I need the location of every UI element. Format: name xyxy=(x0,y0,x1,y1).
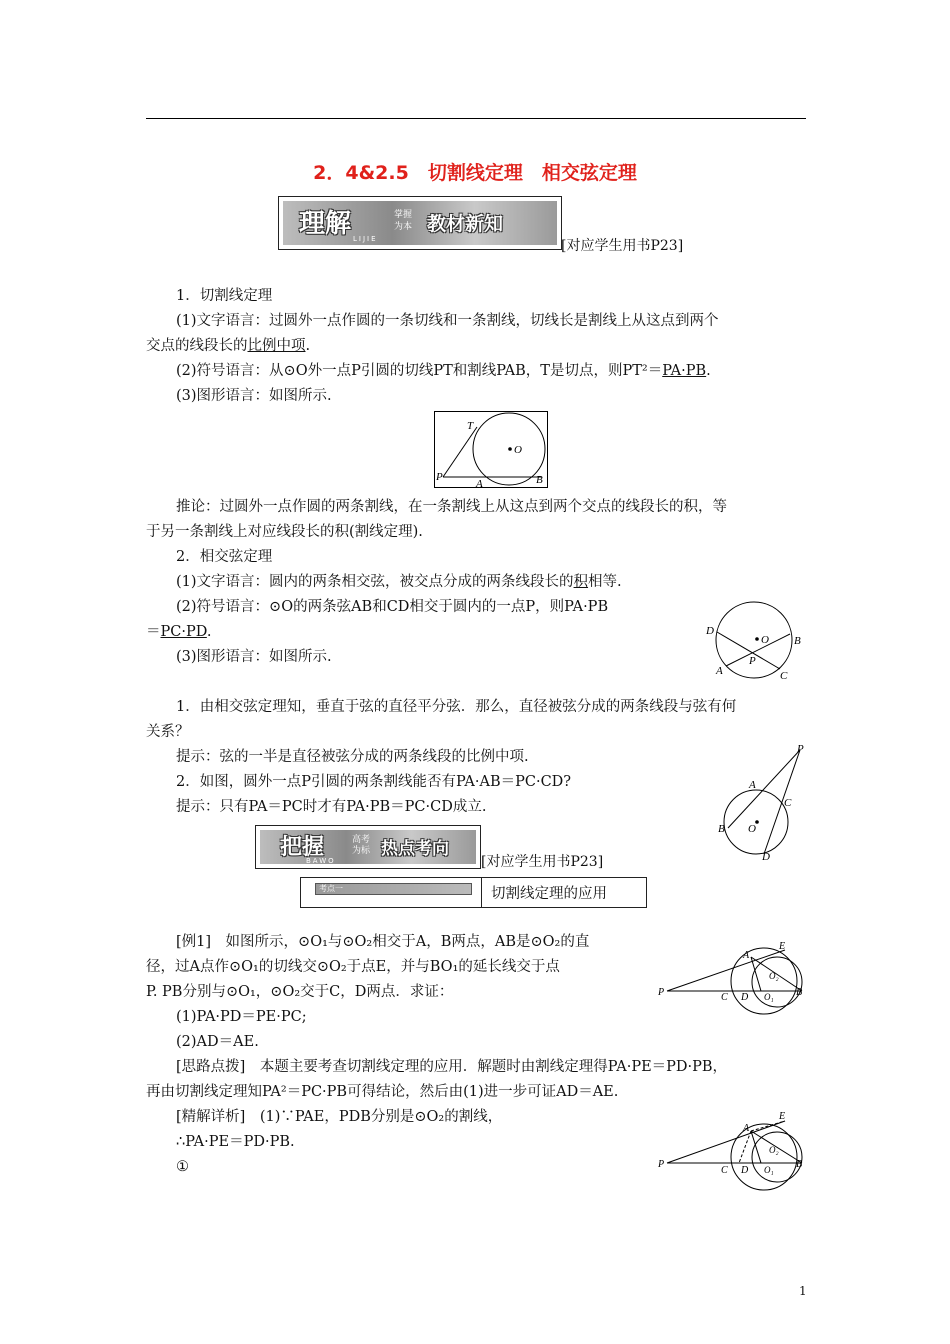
example-line-3: P. PB分别与⊙O₁，⊙O₂交于C，D两点．求证： xyxy=(146,984,454,1000)
question-1b: 关系？ xyxy=(146,724,190,740)
example-line-2: 径，过A点作⊙O₁的切线交⊙O₂于点E，并与BO₁的延长线交于点 xyxy=(146,959,560,975)
top-rule xyxy=(146,118,806,119)
example-claim-1: (1)PA·PD＝PE·PC; xyxy=(176,1009,307,1025)
label-B: B xyxy=(536,474,543,486)
label-P: P xyxy=(797,743,804,755)
question-2: 2．如图，圆外一点P引圆的两条割线能否有PA·AB＝PC·CD? xyxy=(176,774,572,790)
label-A: A xyxy=(743,1123,750,1134)
section-banner-lijie xyxy=(278,196,562,250)
example-line-1: [例1] 如图所示，⊙O₁与⊙O₂相交于A，B两点，AB是⊙O₂的直 xyxy=(176,934,590,950)
label-D: D xyxy=(741,992,749,1003)
banner2-small-1: 高考 xyxy=(352,835,371,845)
banner2-word-2: 热点考向 xyxy=(381,839,449,859)
label-O1: O₁ xyxy=(764,1165,774,1175)
banner2-small-2: 为标 xyxy=(352,846,371,856)
label-E: E xyxy=(779,1111,786,1122)
label-A: A xyxy=(749,779,756,791)
ref-student-book-1: [对应学生用书P23] xyxy=(561,238,684,254)
solution-line-3: ① xyxy=(176,1159,189,1175)
label-D: D xyxy=(762,851,770,860)
answer-blank-1: 比例中项 xyxy=(247,338,306,354)
answer-2: 提示：只有PA＝PC时才有PA·PB＝PC·CD成立. xyxy=(176,799,487,815)
label-D: D xyxy=(706,625,714,637)
sec2-symbol-b-post: . xyxy=(206,624,212,640)
answer-1: 提示：弦的一半是直径被弦分成的两条线段的比例中项. xyxy=(176,749,529,765)
label-C: C xyxy=(721,1165,728,1176)
label-O2: O₂ xyxy=(769,971,779,981)
page-number: 1 xyxy=(799,1284,807,1298)
sec1-text-lang-b-pre: 交点的线段长的 xyxy=(146,338,248,354)
label-B: B xyxy=(794,635,801,647)
label-P: P xyxy=(658,987,665,998)
banner-word-1: 理解 xyxy=(299,209,352,239)
sec2-symbol-a: (2)符号语言：⊙O的两条弦AB和CD相交于圆内的一点P，则PA·PB xyxy=(176,599,609,615)
label-P: P xyxy=(658,1159,665,1170)
label-B: B xyxy=(796,987,803,998)
label-C: C xyxy=(780,670,788,682)
banner-pinyin: LIJIE xyxy=(353,235,378,243)
topic-box xyxy=(300,877,647,908)
banner-small-1: 掌握 xyxy=(394,210,413,220)
figure-solution xyxy=(655,1107,810,1195)
sec1-text-lang-a: (1)文字语言：过圆外一点作圆的一条切线和一条割线，切线长是割线上从这点到两个 xyxy=(176,313,719,329)
question-1a: 1．由相交弦定理知，垂直于弦的直径平分弦．那么，直径被弦分成的两条线段与弦有何 xyxy=(176,699,737,715)
topic-tag-label: 考点一 xyxy=(319,884,343,893)
label-O: O xyxy=(514,444,522,456)
hint-b: 再由切割线定理知PA²＝PC·PB可得结论，然后由(1)进一步可证AD＝AE. xyxy=(146,1084,619,1100)
corollary-a: 推论：过圆外一点作圆的两条割线，在一条割线上从这点到两个交点的线段长的积，等 xyxy=(176,499,727,515)
sec2-symbol-b-pre: ＝ xyxy=(146,624,161,640)
figure-tangent-secant xyxy=(434,411,548,488)
label-O: O xyxy=(748,823,756,835)
label-E: E xyxy=(779,941,786,952)
sec2-figure-lang: (3)图形语言：如图所示. xyxy=(176,649,332,665)
label-P: P xyxy=(436,471,443,483)
sec2-heading: 2．相交弦定理 xyxy=(176,549,273,565)
figure-two-secants xyxy=(712,740,812,860)
sec1-symbol-pre: (2)符号语言：从⊙O外一点P引圆的切线PT和割线PAB，T是切点，则PT²＝ xyxy=(176,363,663,379)
label-O: O xyxy=(761,634,769,646)
section-banner-bawo xyxy=(255,825,481,869)
topic-label: 切割线定理的应用 xyxy=(491,886,607,902)
solution-line-2: ∴PA·PE＝PD·PB. xyxy=(176,1134,295,1150)
sec2-text-post: 相等. xyxy=(588,574,622,590)
label-B: B xyxy=(796,1159,803,1170)
answer-blank-3: 积 xyxy=(573,574,589,590)
banner-small-2: 为本 xyxy=(394,222,413,232)
banner2-pinyin: BAWO xyxy=(306,857,336,865)
sec2-text-pre: (1)文字语言：圆内的两条相交弦，被交点分成的两条线段长的 xyxy=(176,574,574,590)
label-O1: O₁ xyxy=(764,992,774,1002)
label-A: A xyxy=(476,478,483,488)
label-T: T xyxy=(467,420,474,432)
page-title: 2．4&2.5 切割线定理 相交弦定理 xyxy=(313,162,637,184)
label-P: P xyxy=(749,655,756,667)
topic-tag xyxy=(315,883,472,895)
answer-blank-2: PA·PB xyxy=(662,363,707,379)
example-claim-2: (2)AD＝AE. xyxy=(176,1034,259,1050)
label-C: C xyxy=(784,797,792,809)
banner2-word-1: 把握 xyxy=(280,835,325,860)
sec2-text-lang xyxy=(146,570,806,594)
corollary-b: 于另一条割线上对应线段长的积(割线定理). xyxy=(146,524,423,540)
label-A: A xyxy=(743,950,750,961)
label-D: D xyxy=(741,1165,749,1176)
sec1-heading: 1．切割线定理 xyxy=(176,288,273,304)
sec1-text-lang-b xyxy=(146,334,806,358)
banner-word-2: 教材新知 xyxy=(427,213,504,235)
answer-blank-4: PC·PD xyxy=(160,624,207,640)
sec1-text-lang-b-post: . xyxy=(305,338,311,354)
label-A: A xyxy=(716,665,723,677)
hint-a: [思路点拨] 本题主要考查切割线定理的应用．解题时由割线定理得PA·PE＝PD·PB， xyxy=(176,1059,728,1075)
label-C: C xyxy=(721,992,728,1003)
label-B: B xyxy=(718,823,725,835)
solution-line-1: [精解详析] (1)∵PAE，PDB分别是⊙O₂的割线， xyxy=(176,1109,503,1125)
sec1-figure-lang: (3)图形语言：如图所示. xyxy=(176,388,332,404)
figure-intersecting-chords xyxy=(700,598,810,682)
label-O2: O₂ xyxy=(769,1145,779,1155)
sec1-symbol-lang xyxy=(146,359,806,383)
figure-example-1 xyxy=(655,938,810,1026)
ref-student-book-2: [对应学生用书P23] xyxy=(481,854,604,870)
sec1-symbol-post: . xyxy=(706,363,711,379)
